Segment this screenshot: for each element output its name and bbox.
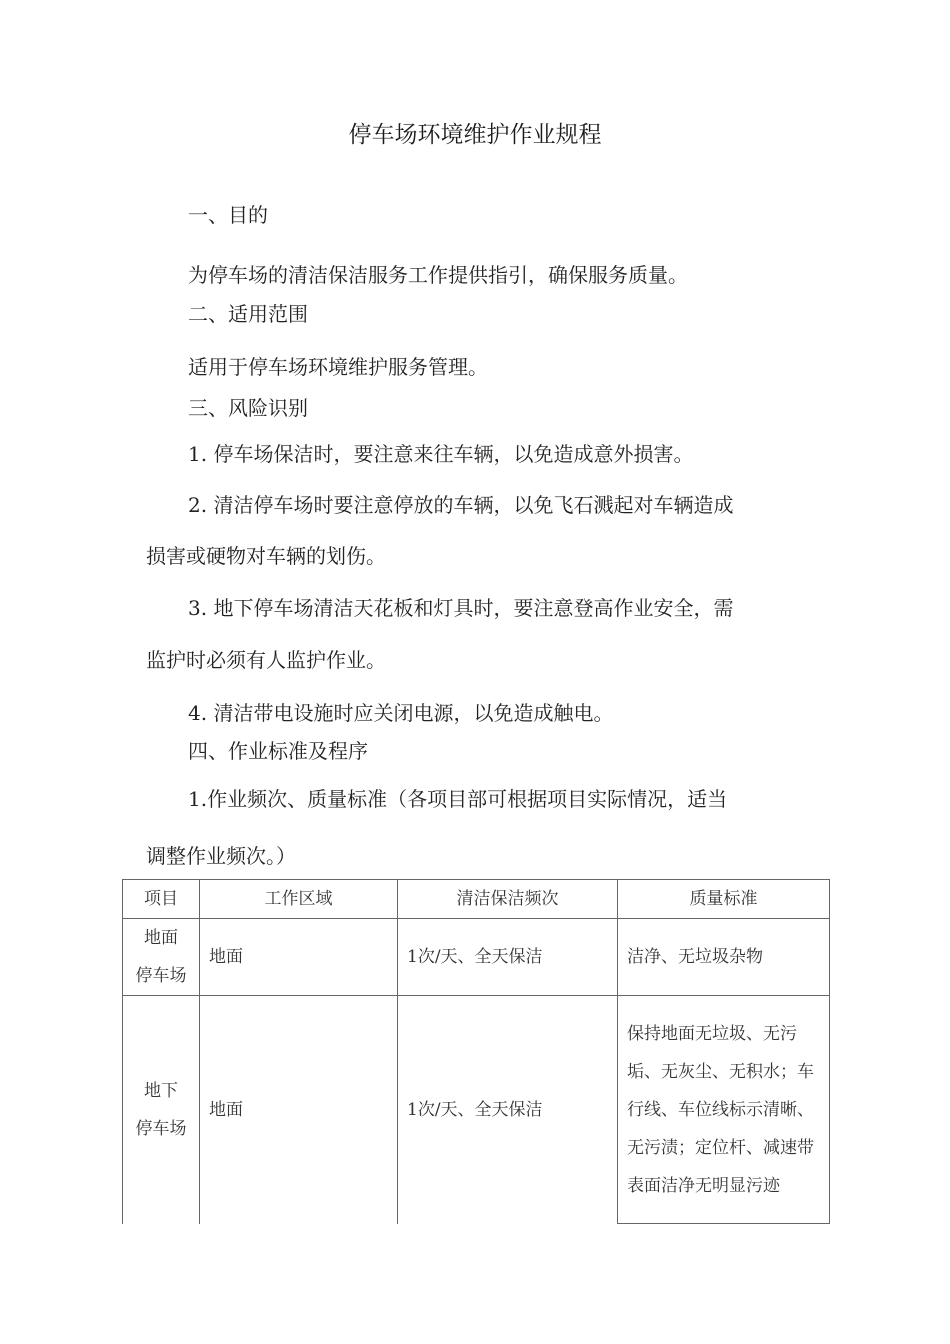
cell-area: 地面	[200, 996, 398, 1224]
header-quality: 质量标准	[618, 880, 830, 919]
cell-quality: 保持地面无垃圾、无污垢、无灰尘、无积水；车行线、车位线标示清晰、无污渍；定位杆、减速带表面洁净无明显污迹	[618, 996, 830, 1224]
table-header-row	[123, 880, 830, 919]
cell-item-line2: 停车场	[135, 966, 187, 986]
cell-item	[123, 996, 200, 1224]
cell-frequency: 1次/天、全天保洁	[398, 919, 618, 996]
section-heading-standards: 四、作业标准及程序	[188, 739, 368, 763]
cell-item	[123, 919, 200, 996]
standards-item-1-line2: 调整作业频次。）	[146, 844, 296, 868]
table-row	[123, 919, 830, 996]
cell-item-line2: 停车场	[135, 1118, 187, 1139]
risk-item-3-line2: 监护时必须有人监护作业。	[146, 648, 386, 672]
header-area: 工作区域	[200, 880, 398, 919]
section-heading-purpose: 一、目的	[188, 203, 268, 227]
header-item: 项目	[123, 880, 200, 919]
risk-item-2-line2: 损害或硬物对车辆的划伤。	[146, 544, 386, 568]
page-title: 停车场环境维护作业规程	[348, 122, 602, 148]
cell-frequency: 1次/天、全天保洁	[398, 996, 618, 1224]
risk-item-4: 4. 清洁带电设施时应关闭电源，以免造成触电。	[188, 701, 614, 725]
cell-item-line1: 地下	[144, 1080, 178, 1101]
cell-quality: 洁净、无垃圾杂物	[618, 919, 830, 996]
purpose-text: 为停车场的清洁保洁服务工作提供指引，确保服务质量。	[188, 263, 688, 287]
standards-item-1-line1: 1.作业频次、质量标准（各项目部可根据项目实际情况，适当	[188, 787, 728, 811]
table-row	[123, 996, 830, 1224]
risk-item-2-line1: 2. 清洁停车场时要注意停放的车辆，以免飞石溅起对车辆造成	[188, 493, 734, 517]
risk-item-3-line1: 3. 地下停车场清洁天花板和灯具时，要注意登高作业安全，需	[188, 596, 734, 620]
section-heading-risk: 三、风险识别	[188, 396, 308, 420]
risk-item-1: 1. 停车场保洁时，要注意来往车辆，以免造成意外损害。	[188, 442, 694, 466]
cell-area: 地面	[200, 919, 398, 996]
scope-text: 适用于停车场环境维护服务管理。	[188, 355, 488, 379]
section-heading-scope: 二、适用范围	[188, 302, 308, 326]
header-frequency: 清洁保洁频次	[398, 880, 618, 919]
standards-table	[122, 879, 830, 1224]
cell-item-line1: 地面	[144, 928, 178, 948]
